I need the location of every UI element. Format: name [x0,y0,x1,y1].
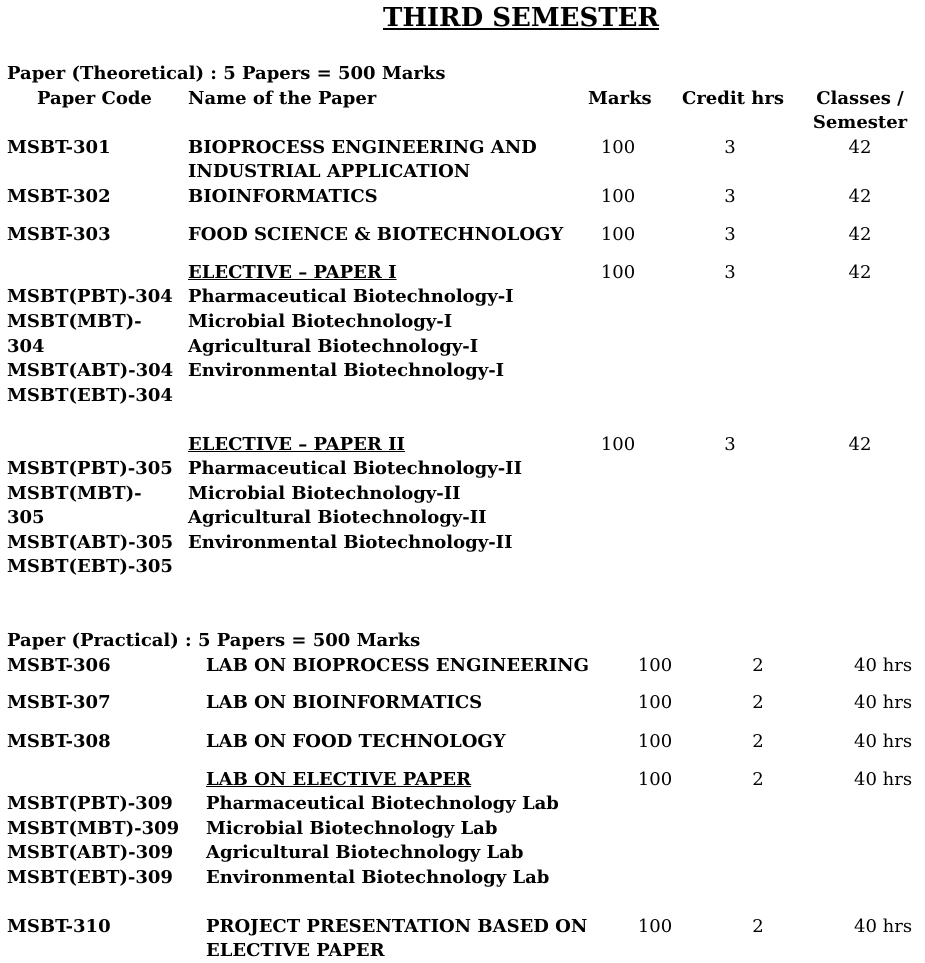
project-credit: 2 [752,916,764,937]
lab-credit: 2 [752,655,764,676]
elective-1-title: ELECTIVE – PAPER I [188,262,397,283]
lab-name: LAB ON FOOD TECHNOLOGY [206,731,506,752]
lab-credit: 2 [752,692,764,713]
row-name: FOOD SCIENCE & BIOTECHNOLOGY [188,224,564,245]
elective-2-title: ELECTIVE – PAPER II [188,434,405,455]
row-marks: 100 [600,186,636,207]
lab-marks: 100 [637,692,673,713]
page-title: THIRD SEMESTER [382,3,660,33]
lab-credit: 2 [752,731,764,752]
row-classes: 42 [848,224,872,245]
lab-hrs: 40 hrs [854,655,913,676]
header-classes: Classes / [816,88,904,109]
elective-1-code: 304 [7,336,45,357]
lab-elective-code: MSBT(PBT)-309 [7,793,173,814]
elective-2-code: 305 [7,507,45,528]
project-hrs: 40 hrs [854,916,913,937]
row-marks: 100 [600,224,636,245]
row-name: BIOINFORMATICS [188,186,378,207]
lab-elective-code: MSBT(ABT)-309 [7,842,174,863]
elective-2-code: MSBT(PBT)-305 [7,458,173,479]
elective-1-name: Agricultural Biotechnology-I [188,336,479,357]
row-credit: 3 [724,137,736,158]
elective-1-name: Microbial Biotechnology-I [188,311,453,332]
row-name-cont: INDUSTRIAL APPLICATION [188,161,471,182]
elective-1-credit: 3 [724,262,736,283]
elective-2-code: MSBT(ABT)-305 [7,532,174,553]
elective-2-name: Agricultural Biotechnology-II [188,507,487,528]
elective-1-classes: 42 [848,262,872,283]
lab-elective-name: Agricultural Biotechnology Lab [206,842,524,863]
elective-1-name: Pharmaceutical Biotechnology-I [188,286,514,307]
elective-1-name: Environmental Biotechnology-I [188,360,505,381]
row-name: BIOPROCESS ENGINEERING AND [188,137,537,158]
lab-elective-name: Pharmaceutical Biotechnology Lab [206,793,559,814]
elective-2-marks: 100 [600,434,636,455]
elective-1-code: MSBT(MBT)- [7,311,142,332]
project-name-cont: ELECTIVE PAPER [206,940,385,961]
elective-2-credit: 3 [724,434,736,455]
elective-1-code: MSBT(ABT)-304 [7,360,174,381]
lab-elective-code: MSBT(MBT)-309 [7,818,180,839]
theory-heading: Paper (Theoretical) : 5 Papers = 500 Marks [7,63,446,84]
header-marks: Marks [588,88,652,109]
header-credit-hrs: Credit hrs [682,88,784,109]
elective-1-code: MSBT(EBT)-304 [7,385,173,406]
project-marks: 100 [637,916,673,937]
lab-elective-code: MSBT(EBT)-309 [7,867,173,888]
elective-2-name: Pharmaceutical Biotechnology-II [188,458,523,479]
header-paper-code: Paper Code [37,88,152,109]
elective-2-name: Microbial Biotechnology-II [188,483,461,504]
project-name: PROJECT PRESENTATION BASED ON [206,916,588,937]
lab-code: MSBT-308 [7,731,111,752]
row-code: MSBT-303 [7,224,111,245]
lab-marks: 100 [637,731,673,752]
lab-hrs: 40 hrs [854,692,913,713]
lab-elective-name: Environmental Biotechnology Lab [206,867,550,888]
elective-2-code: MSBT(MBT)- [7,483,142,504]
lab-name: LAB ON BIOPROCESS ENGINEERING [206,655,589,676]
lab-code: MSBT-307 [7,692,111,713]
elective-1-code: MSBT(PBT)-304 [7,286,173,307]
row-classes: 42 [848,137,872,158]
lab-marks: 100 [637,655,673,676]
row-credit: 3 [724,224,736,245]
row-marks: 100 [600,137,636,158]
row-code: MSBT-301 [7,137,111,158]
lab-code: MSBT-306 [7,655,111,676]
practical-heading: Paper (Practical) : 5 Papers = 500 Marks [7,630,421,651]
lab-elective-credit: 2 [752,769,764,790]
row-code: MSBT-302 [7,186,111,207]
lab-elective-marks: 100 [637,769,673,790]
header-semester: Semester [812,112,908,133]
project-code: MSBT-310 [7,916,111,937]
elective-1-marks: 100 [600,262,636,283]
row-classes: 42 [848,186,872,207]
lab-elective-hrs: 40 hrs [854,769,913,790]
elective-2-classes: 42 [848,434,872,455]
lab-elective-name: Microbial Biotechnology Lab [206,818,498,839]
lab-name: LAB ON BIOINFORMATICS [206,692,483,713]
elective-2-name: Environmental Biotechnology-II [188,532,513,553]
lab-elective-title: LAB ON ELECTIVE PAPER [206,769,472,790]
lab-hrs: 40 hrs [854,731,913,752]
elective-2-code: MSBT(EBT)-305 [7,556,173,577]
row-credit: 3 [724,186,736,207]
header-paper-name: Name of the Paper [188,88,377,109]
